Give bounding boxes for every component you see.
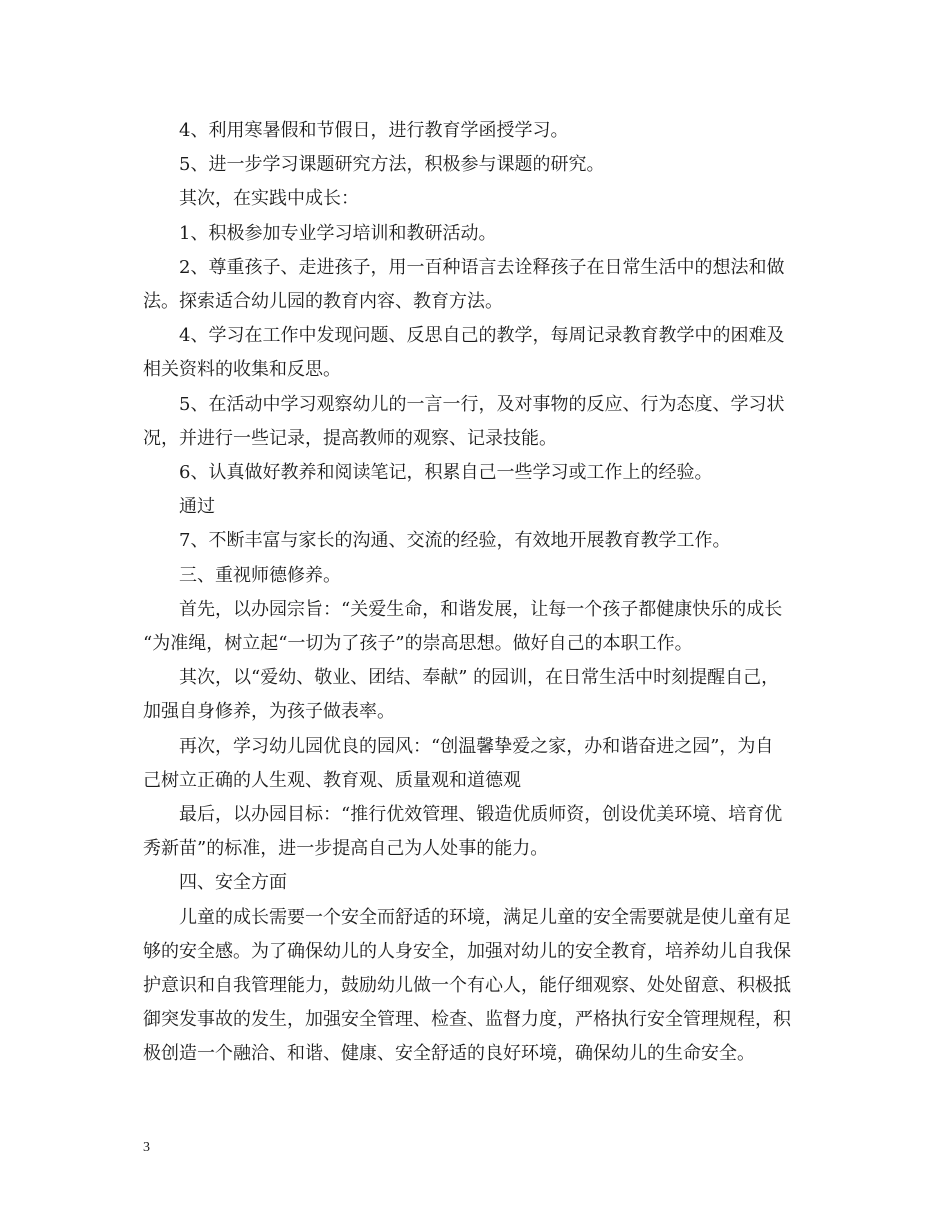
paragraph-line: 极创造一个融洽、和谐、健康、安全舒适的良好环境，确保幼儿的生命安全。 <box>143 1043 755 1065</box>
paragraph-line: 己树立正确的人生观、教育观、质量观和道德观 <box>143 769 521 791</box>
paragraph-line: 首先，以办园宗旨：“关爱生命，和谐发展，让每一个孩子都健康快乐的成长 <box>179 598 783 620</box>
paragraph-line: 护意识和自我管理能力，鼓励幼儿做一个有心人，能仔细观察、处处留意、积极抵 <box>143 975 791 997</box>
paragraph-line: 再次，学习幼儿园优良的园风：“创温馨挚爱之家，办和谐奋进之园”，为自 <box>179 735 774 757</box>
paragraph-line: 5、在活动中学习观察幼儿的一言一行，及对事物的反应、行为态度、学习状 <box>179 393 785 415</box>
paragraph: 7、不断丰富与家长的沟通、交流的经验，有效地开展教育教学工作。 <box>179 530 731 552</box>
paragraph-line: 够的安全感。为了确保幼儿的人身安全，加强对幼儿的安全教育，培养幼儿自我保 <box>143 940 791 962</box>
paragraph: 6、认真做好教养和阅读笔记，积累自己一些学习或工作上的经验。 <box>179 462 713 484</box>
paragraph-line: 4、学习在工作中发现问题、反思自己的教学，每周记录教育教学中的困难及 <box>179 325 785 347</box>
paragraph: 4、利用寒暑假和节假日，进行教育学函授学习。 <box>179 120 569 141</box>
document-body <box>143 114 823 1072</box>
section-heading: 四、安全方面 <box>179 872 287 894</box>
paragraph: 通过 <box>179 496 215 518</box>
paragraph-line: 最后，以办园目标：“推行优效管理、锻造优质师资，创设优美环境、培育优 <box>179 804 783 826</box>
paragraph-line: “为准绳，树立起“一切为了孩子”的崇高思想。做好自己的本职工作。 <box>143 633 693 655</box>
paragraph-line: 法。探索适合幼儿园的教育内容、教育方法。 <box>143 291 503 313</box>
paragraph-line: 2、尊重孩子、走进孩子，用一百种语言去诠释孩子在日常生活中的想法和做 <box>179 256 785 278</box>
paragraph: 1、积极参加专业学习培训和教研活动。 <box>179 222 497 244</box>
paragraph-line: 御突发事故的发生，加强安全管理、检查、监督力度，严格执行安全管理规程，积 <box>143 1009 791 1031</box>
section-heading: 三、重视师德修养。 <box>179 564 341 586</box>
paragraph-line: 加强自身修养，为孩子做表率。 <box>143 701 395 723</box>
paragraph-line: 儿童的成长需要一个安全而舒适的环境，满足儿童的安全需要就是使儿童有足 <box>179 906 791 928</box>
paragraph-line: 相关资料的收集和反思。 <box>143 359 341 381</box>
paragraph-line: 秀新苗”的标准，进一步提高自己为人处事的能力。 <box>143 838 549 860</box>
page-number: 3 <box>143 1140 150 1155</box>
paragraph: 5、进一步学习课题研究方法，积极参与课题的研究。 <box>179 154 605 176</box>
paragraph-line: 其次，以“爱幼、敬业、团结、奉献” 的园训，在日常生活中时刻提醒自己， <box>179 667 780 689</box>
paragraph: 其次，在实践中成长： <box>179 188 359 210</box>
paragraph-line: 况，并进行一些记录，提高教师的观察、记录技能。 <box>143 427 557 449</box>
